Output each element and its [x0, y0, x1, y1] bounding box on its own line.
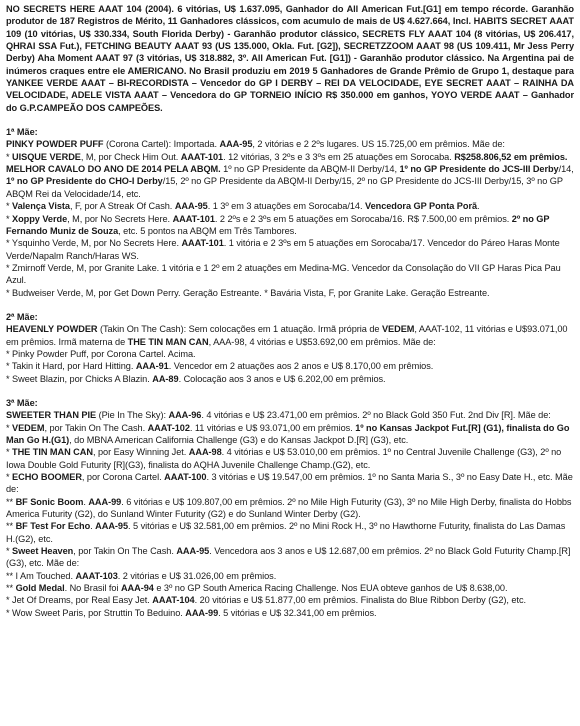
- bold-text: NO SECRETS HERE AAAT 104 (2004). 6 vitórias, U$ 1.637.095, Ganhador do All American Fut.[G1] em tempo récorde. Garanhão produtor de 187 Registros de Mérito, 11 Ganhadores clássicos, com acumulo de mais de U$ 4.627.664, Incl. HABITS SECRET AAAT 109 (10 vitórias, U$ 330.334, South Florida Derby) - Garanhão produtor clássico, SECRETS FLY AAAT 104 (8 vitórias, U$ 206.417, QHRAI SSA Fut.), FETCHING BEAUTY AAAT 93 (US 135.000, Okla. Fut. [G2]), SECRETZZOOM AAAT 98 (US 109.411, Mr Jess Perry Derby) Aha Moment AAAT 97 (3 vitórias, U$ 318.882, 3º. All American Fut. [G1]) - Garanhão produtor clássico. Na Argentina pai de inúmeros craques entre ele AMERICANO. No Brasil produziu em 2019 5 Ganhadores de Grande Prêmio de Grupo 1, destaque para YANKEE VERDE AAAT – BI-RECORDISTA – Vencedor do GP I DERBY – REI DA VELOCIDADE, EYE SECRET AAAT – RAINHA DA VELOCIDADE, ADELE VISTA AAAT – Vencedora do GP TORNEIO INÍCIO R$ 350.000 em ganhos, YOYO VERDE AAAT – Ganhador do G.P.CAMPEÃO DOS CAMPEÕES.: [6, 4, 574, 113]
- text-run: *: [6, 546, 13, 557]
- bold-text: AAA-95: [95, 521, 129, 532]
- text-run: . 6 vitórias e U$ 109.807,00 em prêmios. 2º no Mile High Futurity (G3), 3º no Mile High Derby, finalista do Hobbs America Futurity (G2), do Sunland Winter Futurity (G2) e do Sunland Winter Derby (G2).: [6, 496, 572, 520]
- text-run: . 4 vitórias e U$ 23.471,00 em prêmios. 2º no Black Gold 350 Fut. 2nd Div [R]. Mãe de:: [201, 410, 551, 421]
- bold-text: R$258.806,52 em prêmios. MELHOR CAVALO DO ANO DE 2014 PELA ABQM.: [6, 151, 568, 175]
- text-run: *: [6, 151, 13, 162]
- text-run: . 2 vitórias e U$ 31.026,00 em prêmios.: [117, 570, 277, 581]
- dam-section: [6, 397, 574, 619]
- bold-text: AAA-94: [120, 583, 154, 594]
- bold-text: 1º no GP Presidente do JCS-III Derby: [399, 164, 559, 175]
- pedigree-entry: [6, 582, 574, 594]
- text-run: *: [6, 213, 13, 224]
- text-run: (Takin On The Cash): Sem colocações em 1 atuação. Irmã própria de: [97, 324, 382, 335]
- text-run: .: [83, 496, 89, 507]
- bold-text: HEAVENLY POWDER: [6, 324, 98, 335]
- bold-text: 1º no Kansas Jackpot Fut.[R] (G1), finalista do Go Man Go H.(G1): [6, 422, 570, 445]
- text-run: . 1 3º em 3 atuações em Sorocaba/14.: [207, 201, 365, 212]
- bold-text: AAAT-103: [75, 570, 118, 581]
- text-run: /15, 2º no GP Presidente da ABQM-II Derby/15, 2º no GP Presidente do JCS-III Derby/15, 3º no GP ABQM Rei da Velocidade/14, etc.: [6, 176, 563, 199]
- pedigree-entry: [6, 200, 574, 212]
- pedigree-entry: [6, 237, 574, 262]
- bold-text: VEDEM: [12, 422, 45, 433]
- text-run: *: [6, 201, 13, 212]
- pedigree-entry: [6, 360, 574, 372]
- text-run: .: [477, 201, 480, 212]
- dam-sections: [6, 126, 574, 619]
- text-run: **: [6, 496, 16, 507]
- bold-text: AAAT-104: [152, 595, 195, 606]
- text-run: , por Takin On The Cash.: [73, 546, 177, 557]
- pedigree-entry: [6, 213, 574, 238]
- bold-text: AAA-99: [185, 607, 219, 618]
- text-run: . 12 vitórias, 3 2ºs e 3 3ºs em 25 atuações em Sorocaba.: [223, 151, 455, 162]
- pedigree-entry: [6, 496, 574, 521]
- text-run: . Vencedor em 2 atuações aos 2 anos e U$ 8.170,00 em prêmios.: [168, 361, 434, 372]
- text-run: , 2 vitórias e 2 2ºs lugares. US 15.725,00 em prêmios. Mãe de:: [252, 139, 505, 150]
- dam-section: [6, 126, 574, 299]
- text-run: *: [6, 422, 13, 433]
- bold-text: AAA-98: [188, 447, 222, 458]
- text-run: , F, por A Streak Of Cash.: [69, 201, 175, 212]
- pedigree-entry: [6, 348, 574, 360]
- text-run: * Ysquinho Verde, M, por No Secrets Here.: [6, 238, 182, 249]
- pedigree-entry: [6, 520, 574, 545]
- pedigree-entry: [6, 262, 574, 287]
- bold-text: 1º no GP Presidente do CHO-I Derby: [6, 176, 163, 187]
- text-run: . 4 vitórias e U$ 53.010,00 em prêmios. 1º no Central Juvenile Challenge (G3), 2º no Iowa Double Gold Futurity [R](G3), finalista do AQHA Juvenile Challenge Champ.(G2), etc.: [6, 447, 562, 470]
- pedigree-entry: [6, 138, 574, 150]
- text-run: * Budweiser Verde, M, por Get Down Perry. Geração Estreante. * Bavária Vista, F, por Granite Lake. Geração Estreante.: [6, 287, 490, 298]
- pedigree-entry: [6, 323, 574, 348]
- text-run: , M, por No Secrets Here.: [67, 213, 173, 224]
- text-run: . No Brasil foi: [64, 583, 121, 594]
- text-run: . 5 vitórias e U$ 32.341,00 em prêmios.: [218, 607, 377, 618]
- bold-text: AAAT-101: [172, 213, 215, 224]
- bold-text: AAA-95: [219, 139, 253, 150]
- dam-section: [6, 311, 574, 385]
- text-run: 1º no GP Presidente da ABQM-II Derby/14,: [220, 164, 400, 175]
- pedigree-entry: [6, 471, 574, 496]
- bold-text: AAA-96: [168, 410, 202, 421]
- pedigree-entry: [6, 409, 574, 421]
- text-run: , por Easy Winning Jet.: [92, 447, 189, 458]
- text-run: (Corona Cartel): Importada.: [103, 139, 220, 150]
- text-run: , por Takin On The Cash.: [44, 422, 148, 433]
- text-run: *: [6, 472, 13, 483]
- section-title: 1ª Mãe:: [6, 127, 38, 138]
- bold-text: Vencedora GP Ponta Porã: [365, 201, 478, 212]
- text-run: * Sweet Blazin, por Chicks A Blazin.: [6, 373, 153, 384]
- bold-text: PINKY POWDER PUFF: [6, 139, 104, 150]
- text-run: . 2 2ºs e 2 3ºs em 5 atuações em Sorocaba/16. R$ 7.500,00 em prêmios.: [214, 213, 512, 224]
- text-run: . 11 vitórias e U$ 93.071,00 em prêmios.: [189, 422, 356, 433]
- bold-text: AAAT-101: [181, 238, 224, 249]
- bold-text: UISQUE VERDE: [12, 151, 81, 162]
- bold-text: SWEETER THAN PIE: [6, 410, 97, 421]
- text-run: * Jet Of Dreams, por Real Easy Jet.: [6, 595, 153, 606]
- bold-text: AAA-91: [135, 361, 169, 372]
- pedigree-entry: [6, 373, 574, 385]
- text-run: ** I Am Touched.: [6, 570, 76, 581]
- text-run: . 1 vitória e 2 3ºs em 5 atuações em Sorocaba/17. Vencedor do Páreo Haras Monte Verde/Napalm Ranch/Haras WS.: [6, 238, 560, 261]
- text-run: , AAA-98, 4 vitórias e U$53.692,00 em prêmios. Mãe de:: [208, 336, 436, 347]
- text-run: (Pie In The Sky):: [96, 410, 169, 421]
- text-run: , etc. 5 pontos na ABQM em Três Tambores.: [118, 225, 297, 236]
- text-run: **: [6, 583, 16, 594]
- bold-text: AAAT-100: [164, 472, 207, 483]
- pedigree-entry: [6, 607, 574, 619]
- bold-text: AAAT-101: [180, 151, 224, 162]
- pedigree-entry: [6, 545, 574, 570]
- bold-text: THE TIN MAN CAN: [127, 336, 209, 347]
- text-run: , do MBNA American California Challenge (G3) e do Kansas Jackpot D.[R] (G3), etc.: [69, 435, 409, 445]
- bold-text: Gold Medal: [15, 583, 65, 594]
- bold-text: AAA-99: [88, 496, 122, 507]
- text-run: . 5 vitórias e U$ 32.581,00 em prêmios. 2º no Mini Rock H., 3º no Hawthorne Futurity, finalista do Las Damas H.(G2), etc.: [6, 521, 566, 544]
- bold-text: 2º no GP Fernando Muniz de Souza: [6, 213, 550, 236]
- text-run: .: [90, 521, 96, 532]
- text-run: . 3 vitórias e U$ 19.547,00 em prêmios. 1º no Santa Maria S., 3º no Easy Date H., etc. Mãe de:: [6, 472, 573, 495]
- pedigree-entry: [6, 422, 574, 447]
- bold-text: Xoppy Verde: [12, 213, 68, 224]
- pedigree-entry: [6, 287, 574, 299]
- text-run: e 3º no GP South America Racing Challenge. Nos EUA obteve ganhos de U$ 8.638,00.: [153, 583, 508, 594]
- bold-text: BF Sonic Boom: [15, 496, 84, 507]
- text-run: * Zmirnoff Verde, M, por Granite Lake. 1 vitória e 1 2º em 2 atuações em Medina-MG. Vencedor da Consolação do VII GP Haras Pica Pau Azul.: [6, 262, 561, 286]
- bold-text: VEDEM: [381, 324, 415, 335]
- bold-text: Valença Vista: [12, 201, 70, 212]
- text-run: * Takin it Hard, por Hard Hitting.: [6, 361, 136, 372]
- pedigree-entry: [6, 570, 574, 582]
- bold-text: AAA-95: [174, 201, 208, 212]
- text-run: , M, por Check Him Out.: [80, 151, 181, 162]
- bold-text: ECHO BOOMER: [12, 472, 82, 483]
- pedigree-entry: [6, 446, 574, 471]
- text-run: **: [6, 521, 16, 532]
- bold-text: THE TIN MAN CAN: [12, 447, 93, 458]
- bold-text: AAA-95: [176, 546, 210, 557]
- text-run: * Pinky Powder Puff, por Corona Cartel. Acima.: [6, 348, 196, 359]
- bold-text: BF Test For Echo: [15, 521, 91, 532]
- text-run: , AAAT-102, 11 vitórias e U$93.071,00 em prêmios. Irmã materna de: [6, 324, 568, 347]
- section-title: 3ª Mãe:: [6, 397, 38, 408]
- bold-text: AAAT-102: [147, 422, 190, 433]
- text-run: *: [6, 447, 13, 458]
- bold-text: Sweet Heaven: [12, 546, 74, 557]
- text-run: * Wow Sweet Paris, por Struttin To Beduino.: [6, 607, 186, 618]
- text-run: . Vencedora aos 3 anos e U$ 12.687,00 em prêmios. 2º no Black Gold Futurity Champ.[R](G3), etc. Mãe de:: [6, 546, 571, 569]
- text-run: . Colocação aos 3 anos e U$ 6.202,00 em prêmios.: [178, 373, 386, 384]
- pedigree-entry: [6, 594, 574, 606]
- text-run: , por Corona Cartel.: [81, 472, 165, 483]
- pedigree-entry: [6, 151, 574, 200]
- text-run: . 20 vitórias e U$ 51.877,00 em prêmios. Finalista do Blue Ribbon Derby (G2), etc.: [194, 595, 527, 606]
- bold-text: AA-89: [152, 373, 179, 384]
- sire-summary: [6, 3, 574, 114]
- section-title: 2ª Mãe:: [6, 311, 38, 322]
- text-run: /14,: [558, 164, 574, 175]
